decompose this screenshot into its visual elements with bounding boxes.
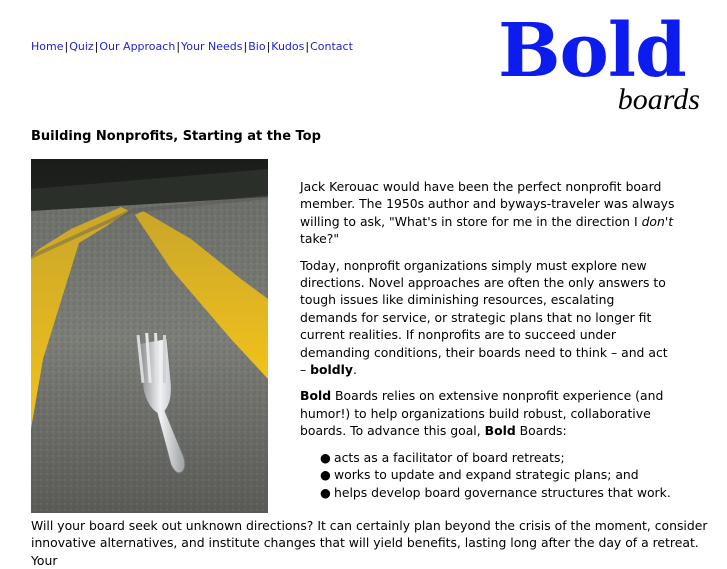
bullet-icon: ● [320, 484, 331, 500]
list-item-text: helps develop board governance structures that work. [334, 484, 671, 500]
nav-quiz-link[interactable]: Quiz [69, 40, 94, 53]
bullet-icon: ● [320, 449, 331, 465]
intro-text-end: take?" [300, 231, 340, 247]
bold-word: Bold [300, 388, 332, 404]
nav-our-approach-link[interactable]: Our Approach [99, 40, 176, 53]
nav-bio-link[interactable]: Bio [248, 40, 266, 53]
nav-kudos-link[interactable]: Kudos [271, 40, 305, 53]
today-text-end: . [352, 362, 357, 378]
bold-boards-paragraph [300, 387, 675, 439]
nav-separator: | [305, 40, 310, 53]
nav-home-link[interactable]: Home [31, 40, 64, 53]
list-item [320, 484, 675, 501]
photo-illustration [31, 159, 268, 513]
main-content [300, 178, 675, 501]
logo-boards-word: boards [617, 83, 700, 116]
services-list [300, 449, 675, 501]
closing-paragraph: Will your board seek out unknown directions? It can certainly plan beyond the crisis of the moment, consider innovative alternatives, and institute changes that will yield benefits, lasting long after the day of a retreat. Your [31, 518, 708, 568]
bold-word: Bold [484, 423, 516, 439]
nav-separator: | [176, 40, 181, 53]
nav-contact-link[interactable]: Contact [310, 40, 353, 53]
logo-bold-word: Bold [498, 8, 686, 94]
today-paragraph [300, 257, 675, 379]
today-text: Today, nonprofit organizations simply must explore new directions. Novel approaches are often the only answers to tough issues like diminishing resources, escalating demands for service, or strategic plans that no longer fit current realities. If nonprofits are to succeed under demanding conditions, their boards need to think – and act – [300, 257, 668, 378]
list-item-text: works to update and expand strategic plans; and [334, 467, 639, 483]
intro-text: Jack Kerouac would have been the perfect nonprofit board member. The 1950s author and byways-traveler was always willing to ask, "What's in store for me in the direction I [300, 179, 675, 229]
list-item [320, 466, 675, 483]
bullet-icon: ● [320, 467, 331, 483]
intro-emphasis: don't [641, 213, 674, 229]
nav-separator: | [94, 40, 99, 53]
nav-your-needs-link[interactable]: Your Needs [181, 40, 243, 53]
nav-separator: | [243, 40, 248, 53]
top-nav [31, 40, 353, 53]
nav-separator: | [266, 40, 271, 53]
bold-boards-text: Boards relies on extensive nonprofit experience (and humor!) to help organizations build robust, collaborative boards. To advance this goal, [300, 388, 664, 439]
fork-on-road-photo [31, 159, 268, 513]
nav-separator: | [64, 40, 69, 53]
list-item-text: acts as a facilitator of board retreats; [334, 449, 565, 465]
boldly-word: boldly [310, 362, 353, 378]
intro-paragraph [300, 178, 675, 248]
list-item [320, 449, 675, 466]
bold-boards-logo[interactable] [498, 8, 703, 124]
page-title: Building Nonprofits, Starting at the Top [31, 129, 321, 144]
bold-boards-text-end: Boards: [515, 423, 567, 439]
